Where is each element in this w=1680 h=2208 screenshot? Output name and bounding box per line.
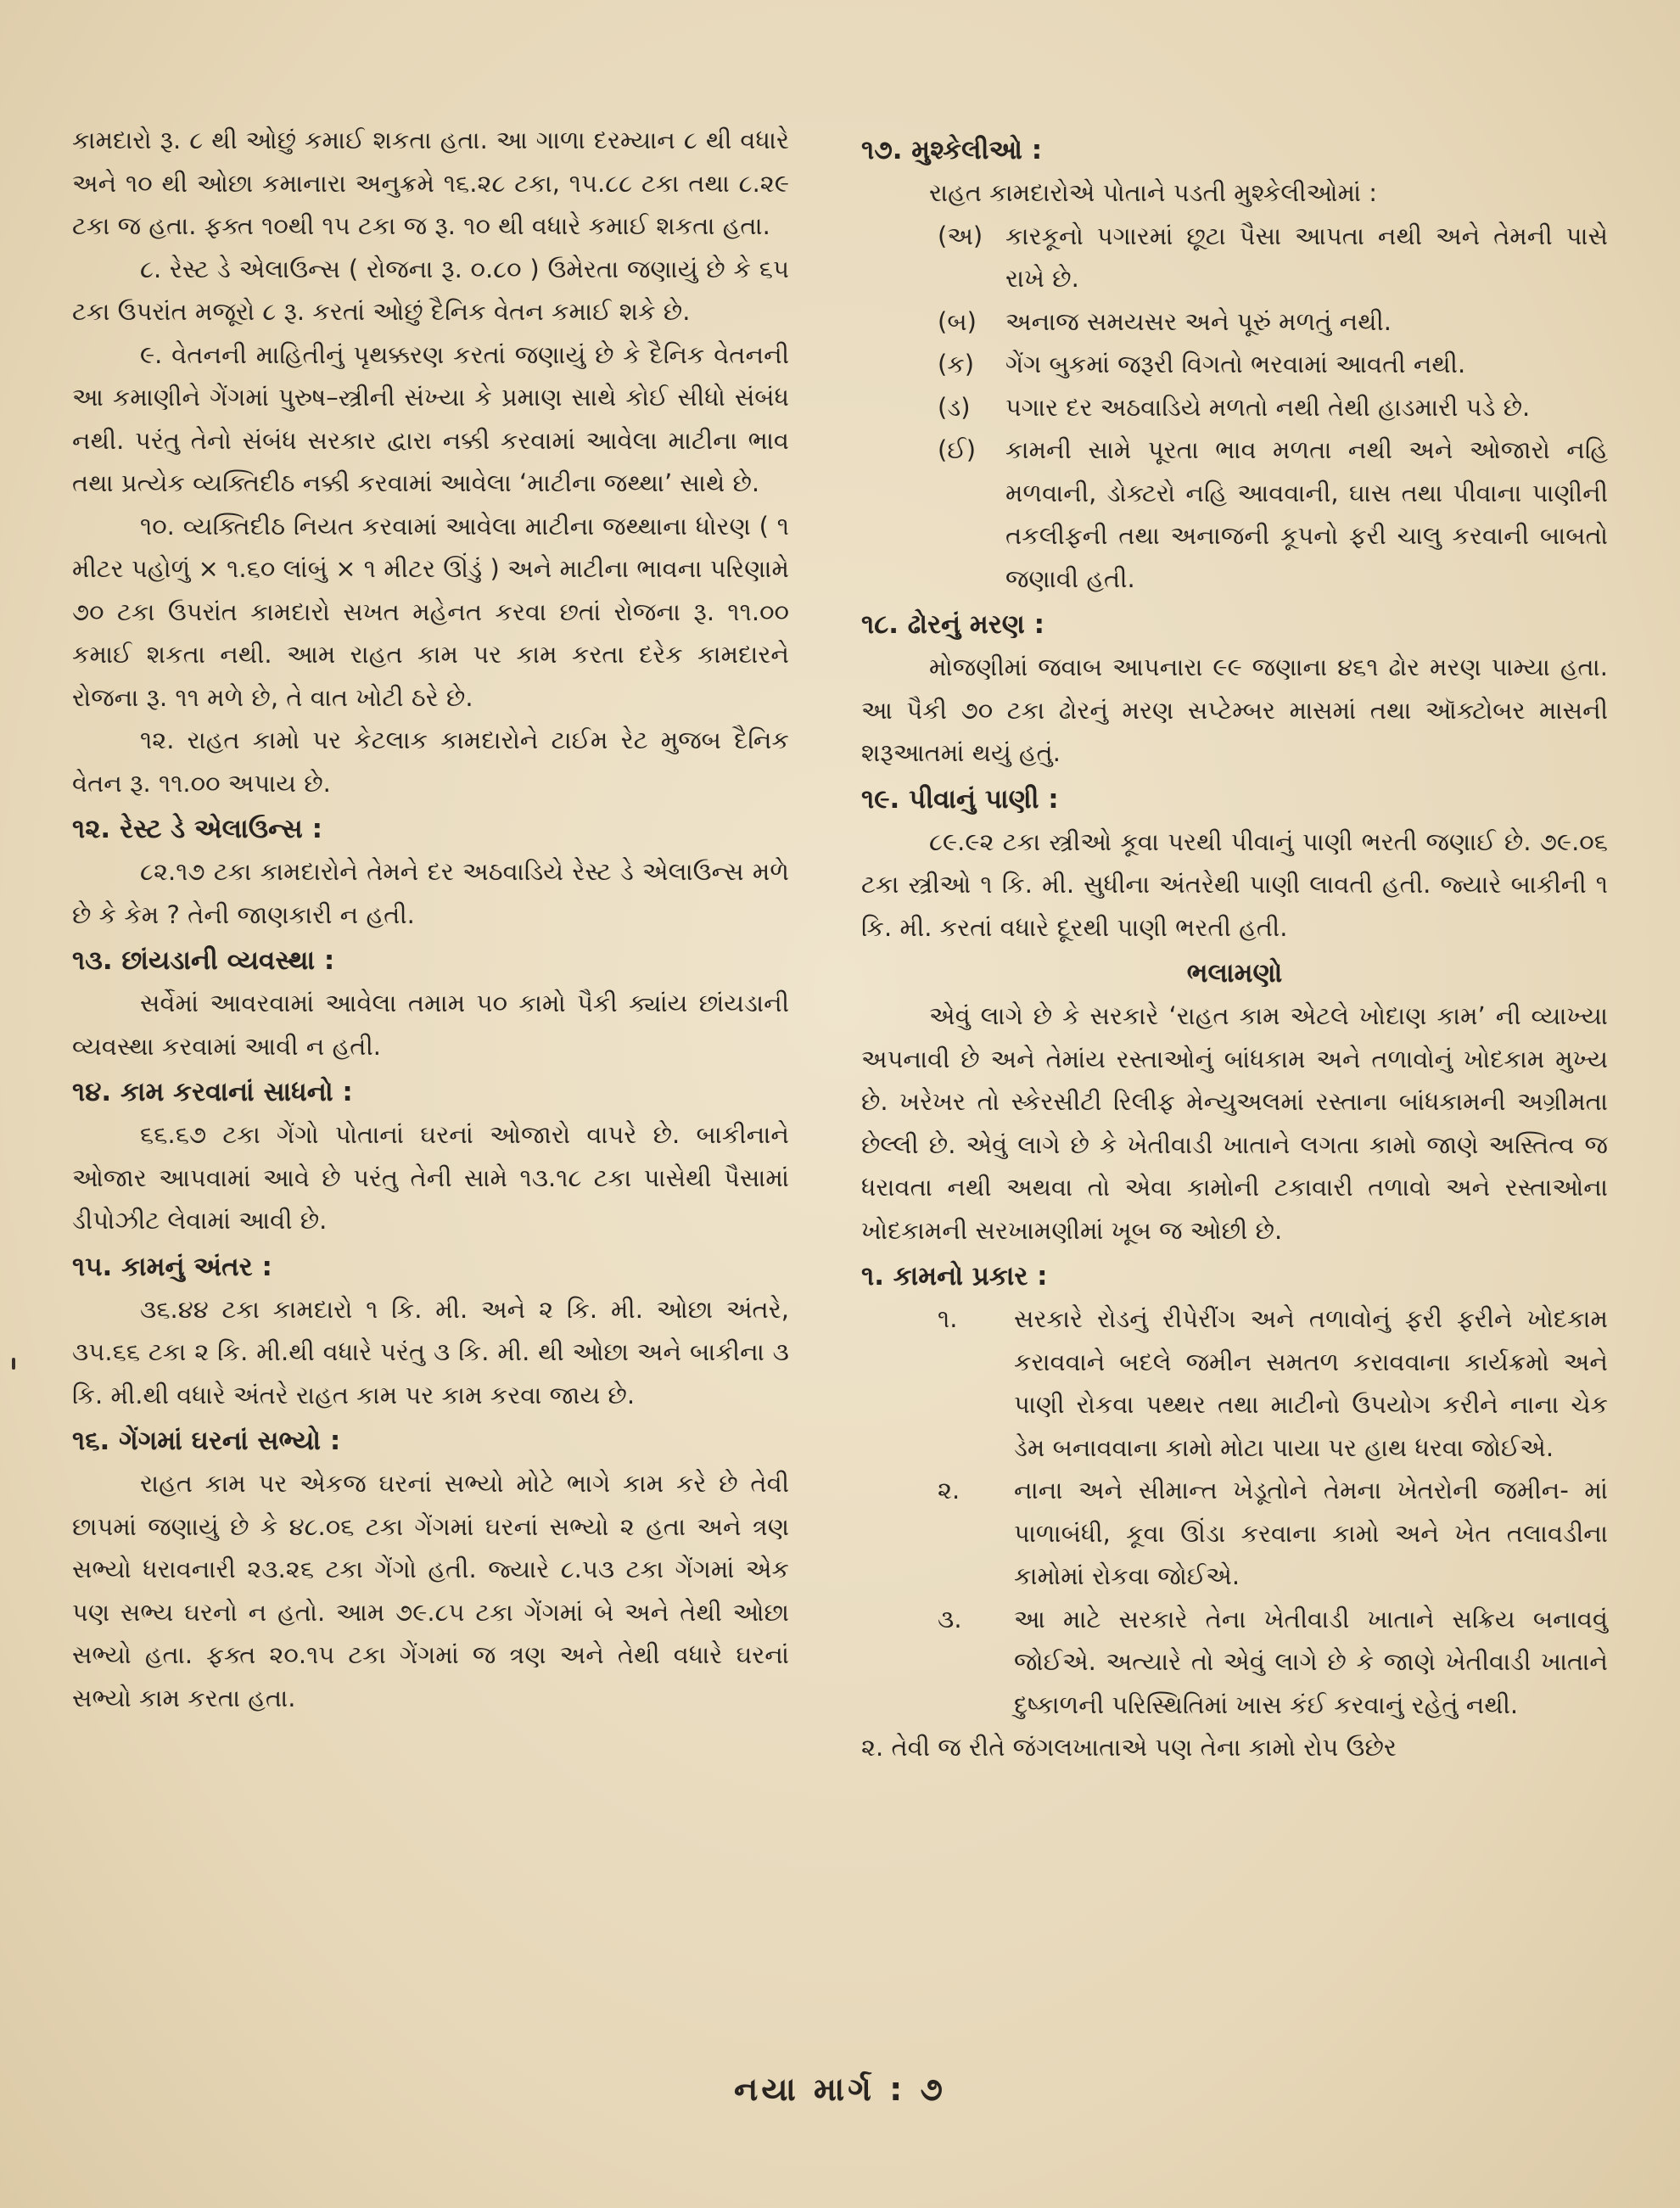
- paragraph-8: ૮. રેસ્ટ ડે એલાઉન્સ ( રોજના રૂ. ૦.૮૦ ) ઉમેરતા જણાયું છે કે ૬૫ ટકા ઉપરાંત મજૂરો ૮ રૂ. કરતાં ઓછું દૈનિક વેતન કમાઈ શકે છે.: [72, 254, 789, 326]
- difficulty-item: (ઈ) કામની સામે પૂરતા ભાવ મળતા નથી અને ઓજારો નહિ મળવાની, ડોક્ટરો નહિ આવવાની, ઘાસ તથા પીવાના પાણીની તકલીફની તથા અનાજની કૂપનો ફરી ચાલુ કરવાની બાબતો જણાવી હતી.: [938, 435, 1608, 593]
- left-column: [72, 119, 789, 1719]
- paragraph-11: ૧૨. રાહત કામો પર કેટલાક કામદારોને ટાઈમ રેટ મુજબ દૈનિક વેતન રૂ. ૧૧.૦૦ અપાય છે.: [72, 726, 789, 798]
- margin-mark: [12, 1358, 15, 1370]
- difficulty-item: (ડ) પગાર દર અઠવાડિયે મળતો નથી તેથી હાડમારી પડે છે.: [938, 392, 1531, 422]
- paragraph-shade: સર્વેમાં આવરવામાં આવેલા તમામ ૫૦ કામો પૈકી ક્યાંય છાંયડાની વ્યવસ્થા કરવામાં આવી ન હતી.: [72, 989, 789, 1061]
- difficulty-item: (ક) ગેંગ બુકમાં જરૂરી વિગતો ભરવામાં આવતી નથી.: [938, 350, 1466, 378]
- heading-household-members: ૧૬. ગેંગમાં ઘરનાં સભ્યો :: [72, 1426, 341, 1456]
- heading-drinking-water: ૧૯. પીવાનું પાણી :: [861, 783, 1059, 815]
- paragraph-forest-dept: ૨. તેવી જ રીતે જંગલખાતાએ પણ તેના કામો રોપ ઉછેર: [861, 1733, 1397, 1762]
- intro-paragraph: કામદારો રૂ. ૮ થી ઓછું કમાઈ શકતા હતા. આ ગાળા દરમ્યાન ૮ થી વધારે અને ૧૦ થી ઓછા કમાનારા અનુક્રમે ૧૬.૨૮ ટકા, ૧૫.૮૮ ટકા તથા ૮.૨૯ ટકા જ હતા. ફક્ત ૧૦થી ૧૫ ટકા જ રૂ. ૧૦ થી વધારે કમાઈ શકતા હતા.: [72, 126, 789, 240]
- paragraph-tools: ૬૬.૬૭ ટકા ગેંગો પોતાનાં ઘરનાં ઓજારો વાપરે છે. બાકીનાને ઓજાર આપવામાં આવે છે પરંતુ તેની સામે ૧૩.૧૮ ટકા પાસેથી પૈસામાં ડીપોઝીટ લેવામાં આવી છે.: [72, 1120, 789, 1235]
- paragraph-household-members: રાહત કામ પર એકજ ઘરનાં સભ્યો મોટે ભાગે કામ કરે છે તેવી છાપમાં જણાયું છે કે ૪૮.૦૬ ટકા ગેંગમાં ઘરનાં સભ્યો ૨ હતા અને ત્રણ સભ્યો ધરાવનારી ૨૩.૨૬ ટકા ગેંગો હતી. જ્યારે ૮.૫૩ ટકા ગેંગમાં એક પણ સભ્ય ઘરનો ન હતો. આમ ૭૯.૮૫ ટકા ગેંગમાં બે અને તેથી ઓછા સભ્યો હતા. ફક્ત ૨૦.૧૫ ટકા ગેંગમાં જ ત્રણ અને તેથી વધારે ઘરનાં સભ્યો કામ કરતા હતા.: [72, 1469, 789, 1712]
- heading-shade: ૧૩. છાંયડાની વ્યવસ્થા :: [72, 945, 335, 976]
- heading-type-of-work: ૧. કામનો પ્રકાર :: [861, 1261, 1048, 1292]
- paragraph-distance: ૩૬.૪૪ ટકા કામદારો ૧ કિ. મી. અને ૨ કિ. મી. ઓછા અંતરે, ૩૫.૬૬ ટકા ૨ કિ. મી.થી વધારે પરંતુ ૩ કિ. મી. થી ઓછા અને બાકીના ૩ કિ. મી.થી વધારે અંતરે રાહત કામ પર કામ કરવા જાય છે.: [72, 1294, 789, 1409]
- heading-distance: ૧૫. કામનું અંતર :: [72, 1251, 272, 1282]
- difficulty-item: (અ) કારકૂનો પગારમાં છૂટા પૈસા આપતા નથી અને તેમની પાસે રાખે છે.: [938, 221, 1608, 293]
- difficulties-lead: રાહત કામદારોએ પોતાને પડતી મુશ્કેલીઓમાં :: [929, 178, 1378, 207]
- paragraph-9: ૯. વેતનની માહિતીનું પૃથક્કરણ કરતાં જણાયું છે કે દૈનિક વેતનની આ કમાણીને ગેંગમાં પુરુષ–સ્ત્રીની સંખ્યા કે પ્રમાણ સાથે કોઈ સીધો સંબંધ નથી. પરંતુ તેનો સંબંધ સરકાર દ્વારા નક્કી કરવામાં આવેલા માટીના ભાવ તથા પ્રત્યેક વ્યક્તિદીઠ નક્કી કરવામાં આવેલા ‘માટીના જથ્થા’ સાથે છે.: [72, 339, 789, 497]
- paragraph-10: ૧૦. વ્યક્તિદીઠ નિયત કરવામાં આવેલા માટીના જથ્થાના ધોરણ ( ૧ મીટર પહોળું × ૧.૬૦ લાંબું × ૧ મીટર ઊંડું ) અને માટીના ભાવના પરિણામે ૭૦ ટકા ઉપરાંત કામદારો સખત મહેનત કરવા છતાં રોજના રૂ. ૧૧.૦૦ કમાઈ શકતા નથી. આમ રાહત કામ પર કામ કરતા દરેક કામદારને રોજના રૂ. ૧૧ મળે છે, તે વાત ખોટી ઠરે છે.: [72, 511, 789, 712]
- recommendation-item: ૨. નાના અને સીમાન્ત ખેડૂતોને તેમના ખેતરોની જમીન- માં પાળાબંધી, કૂવા ઊંડા કરવાના કામો અને ખેત તલાવડીના કામોમાં રોકવા જોઈએ.: [938, 1476, 1608, 1590]
- heading-rest-day-allowance: ૧૨. રેસ્ટ ડે એલાઉન્સ :: [72, 814, 322, 844]
- recommendation-item: ૧. સરકારે રોડનું રીપેરીંગ અને તળાવોનું ફરી ફરીને ખોદકામ કરાવવાને બદલે જમીન સમતળ કરાવવાના કાર્યક્રમો અને પાણી રોકવા પથ્થર તથા માટીનો ઉપયોગ કરીને નાના ચેક ડેમ બનાવવાના કામો મોટા પાયા પર હાથ ધરવા જોઈએ.: [938, 1304, 1608, 1462]
- heading-tools: ૧૪. કામ કરવાનાં સાધનો :: [72, 1077, 353, 1107]
- page-footer: નયા માર્ગ : ૭: [734, 2071, 946, 2108]
- difficulty-item: (બ) અનાજ સમયસર અને પૂરું મળતું નથી.: [938, 306, 1392, 336]
- heading-recommendations: ભલામણો: [1186, 958, 1283, 989]
- heading-cattle-death: ૧૮. ઢોરનું મરણ :: [861, 609, 1045, 640]
- recommendation-item: ૩. આ માટે સરકારે તેના ખેતીવાડી ખાતાને સક્રિય બનાવવું જોઈએ. અત્યારે તો એવું લાગે છે કે જાણે ખેતીવાડી ખાતાને દુષ્કાળની પરિસ્થિતિમાં ખાસ કંઈ કરવાનું રહેતું નથી.: [938, 1604, 1608, 1719]
- paragraph-recommendations: એવું લાગે છે કે સરકારે ‘રાહત કામ એટલે ખોદાણ કામ’ ની વ્યાખ્યા અપનાવી છે અને તેમાંય રસ્તાઓનું બાંધકામ અને તળાવોનું ખોદકામ મુખ્ય છે. ખરેખર તો સ્કેરસીટી રિલીફ મેન્યુઅલમાં રસ્તાના બાંધકામની અગ્રીમતા છેલ્લી છે. એવું લાગે છે કે ખેતીવાડી ખાતાને લગતા કામો જાણે અસ્તિત્વ જ ધરાવતા નથી અથવા તો એવા કામોની ટકાવારી તળાવો અને રસ્તાઓના ખોદકામની સરખામણીમાં ખૂબ જ ઓછી છે.: [861, 1001, 1608, 1245]
- paragraph-rest-day: ૮૨.૧૭ ટકા કામદારોને તેમને દર અઠવાડિયે રેસ્ટ ડે એલાઉન્સ મળે છે કે કેમ ? તેની જાણકારી ન હતી.: [72, 857, 789, 929]
- paragraph-cattle-death: મોજણીમાં જવાબ આપનારા ૯૯ જણાના ૪૬૧ ઢોર મરણ પામ્યા હતા. આ પૈકી ૭૦ ટકા ઢોરનું મરણ સપ્ટેમ્બર માસમાં તથા ઑક્ટોબર માસની શરૂઆતમાં થયું હતું.: [861, 653, 1608, 767]
- paragraph-drinking-water: ૮૯.૯૨ ટકા સ્ત્રીઓ કૂવા પરથી પીવાનું પાણી ભરતી જણાઈ છે. ૭૯.૦૬ ટકા સ્ત્રીઓ ૧ કિ. મી. સુધીના અંતરેથી પાણી લાવતી હતી. જ્યારે બાકીની ૧ કિ. મી. કરતાં વધારે દૂરથી પાણી ભરતી હતી.: [861, 827, 1608, 942]
- right-column: [861, 126, 1608, 1769]
- heading-difficulties: ૧૭. મુશ્કેલીઓ :: [861, 135, 1043, 165]
